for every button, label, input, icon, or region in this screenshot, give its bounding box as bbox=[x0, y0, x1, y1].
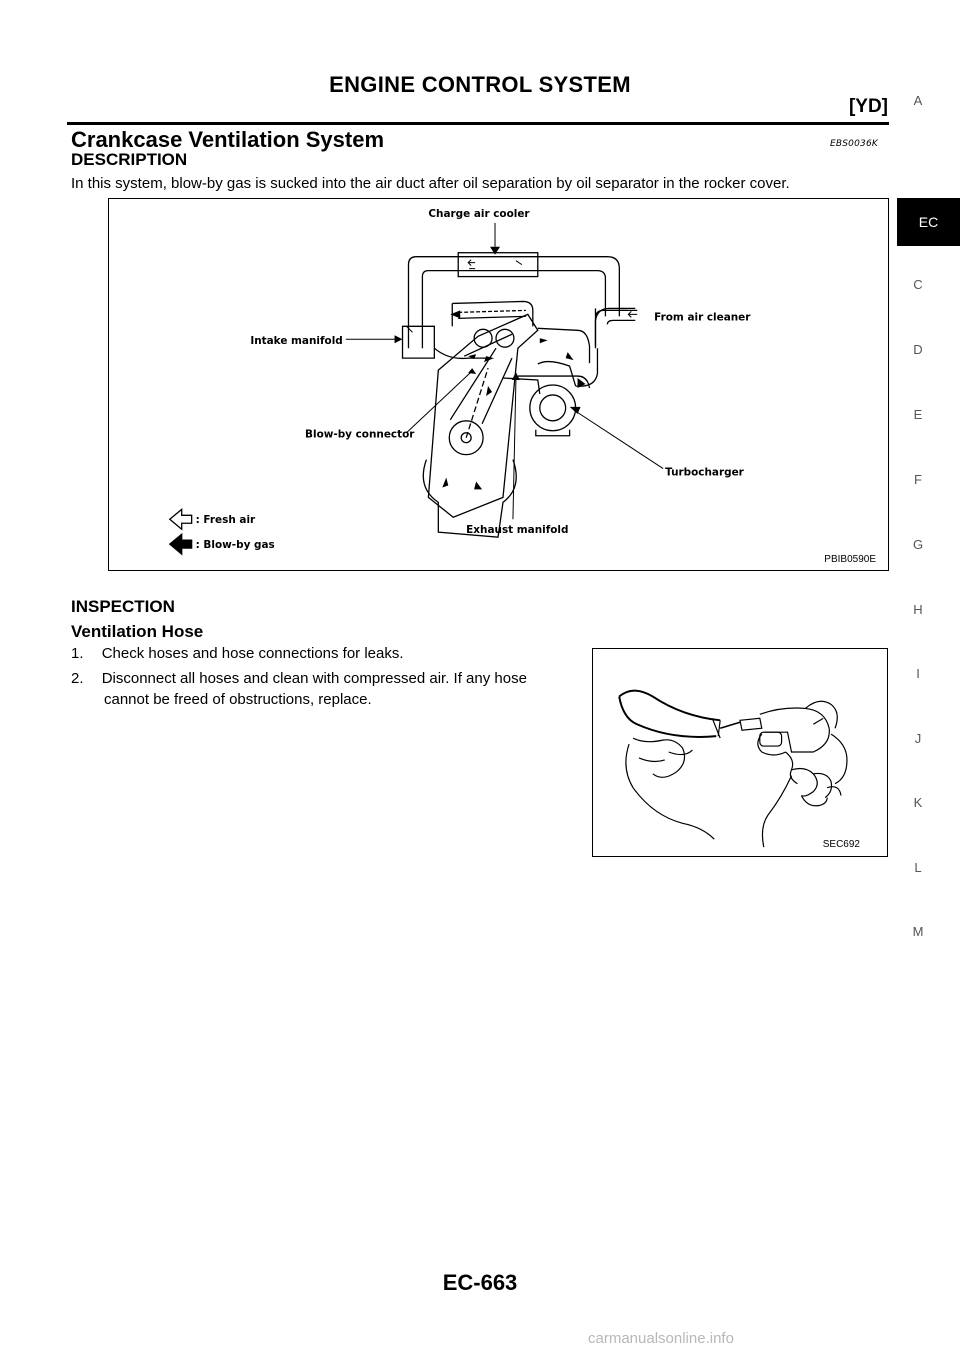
side-tab-a[interactable]: A bbox=[913, 93, 923, 108]
step-text: Check hoses and hose connections for leaks. bbox=[101, 645, 404, 662]
inspection-heading: INSPECTION bbox=[71, 597, 175, 616]
side-tab-d[interactable]: D bbox=[913, 342, 923, 357]
side-tab-ec-active[interactable]: EC bbox=[897, 198, 960, 246]
side-tab-e[interactable]: E bbox=[913, 407, 923, 422]
header-divider bbox=[67, 122, 889, 125]
step-number: 1. bbox=[71, 645, 84, 662]
side-tab-m[interactable]: M bbox=[912, 924, 924, 939]
step-text-line1: Disconnect all hoses and clean with compressed air. If any hose bbox=[101, 670, 527, 687]
step-number: 2. bbox=[71, 670, 84, 687]
side-tab-k[interactable]: K bbox=[913, 795, 923, 810]
side-tab-f[interactable]: F bbox=[914, 472, 922, 487]
ventilation-hose-heading: Ventilation Hose bbox=[71, 622, 204, 641]
label-exhaust-manifold: Exhaust manifold bbox=[466, 524, 569, 537]
legend-blow-by-gas: : Blow-by gas bbox=[195, 539, 275, 552]
hose-cleaning-figure bbox=[592, 648, 888, 857]
side-tab-l[interactable]: L bbox=[914, 860, 922, 875]
label-blow-by-connector: Blow-by connector bbox=[305, 428, 415, 441]
side-tab-i[interactable]: I bbox=[916, 666, 920, 681]
legend-fresh-air: : Fresh air bbox=[195, 514, 256, 527]
engine-code: [YD] bbox=[848, 96, 888, 117]
section-title: Crankcase Ventilation System bbox=[71, 127, 385, 152]
step-text-line2: cannot be freed of obstructions, replace. bbox=[104, 691, 372, 708]
side-tab-g[interactable]: G bbox=[912, 537, 924, 552]
label-turbocharger: Turbocharger bbox=[665, 466, 744, 479]
description-text: In this system, blow-by gas is sucked into the air duct after oil separation by oil separator in the rocker cover. bbox=[71, 175, 790, 192]
label-charge-air-cooler: Charge air cooler bbox=[428, 207, 530, 220]
figure2-code: SEC692 bbox=[822, 839, 860, 850]
side-tab-h[interactable]: H bbox=[913, 602, 923, 617]
page-number: EC-663 bbox=[442, 1270, 518, 1295]
label-from-air-cleaner: From air cleaner bbox=[654, 311, 751, 324]
inspection-step-2 bbox=[71, 668, 586, 710]
side-tab-j[interactable]: J bbox=[914, 731, 922, 746]
hose-cleaning-drawing bbox=[593, 649, 887, 856]
description-heading: DESCRIPTION bbox=[71, 150, 188, 169]
section-reference-code: EBS0036K bbox=[830, 139, 878, 149]
legend-fresh-air-icon bbox=[170, 509, 192, 529]
figure1-code: PBIB0590E bbox=[824, 554, 876, 565]
watermark: carmanualsonline.info bbox=[588, 1330, 734, 1347]
legend-blow-by-icon bbox=[170, 534, 192, 554]
page-header-title: ENGINE CONTROL SYSTEM bbox=[329, 72, 631, 97]
ventilation-diagram bbox=[108, 198, 889, 571]
ventilation-diagram-drawing bbox=[109, 199, 888, 570]
label-intake-manifold: Intake manifold bbox=[250, 335, 343, 348]
side-tab-c[interactable]: C bbox=[913, 277, 923, 292]
inspection-step-1 bbox=[71, 645, 404, 662]
